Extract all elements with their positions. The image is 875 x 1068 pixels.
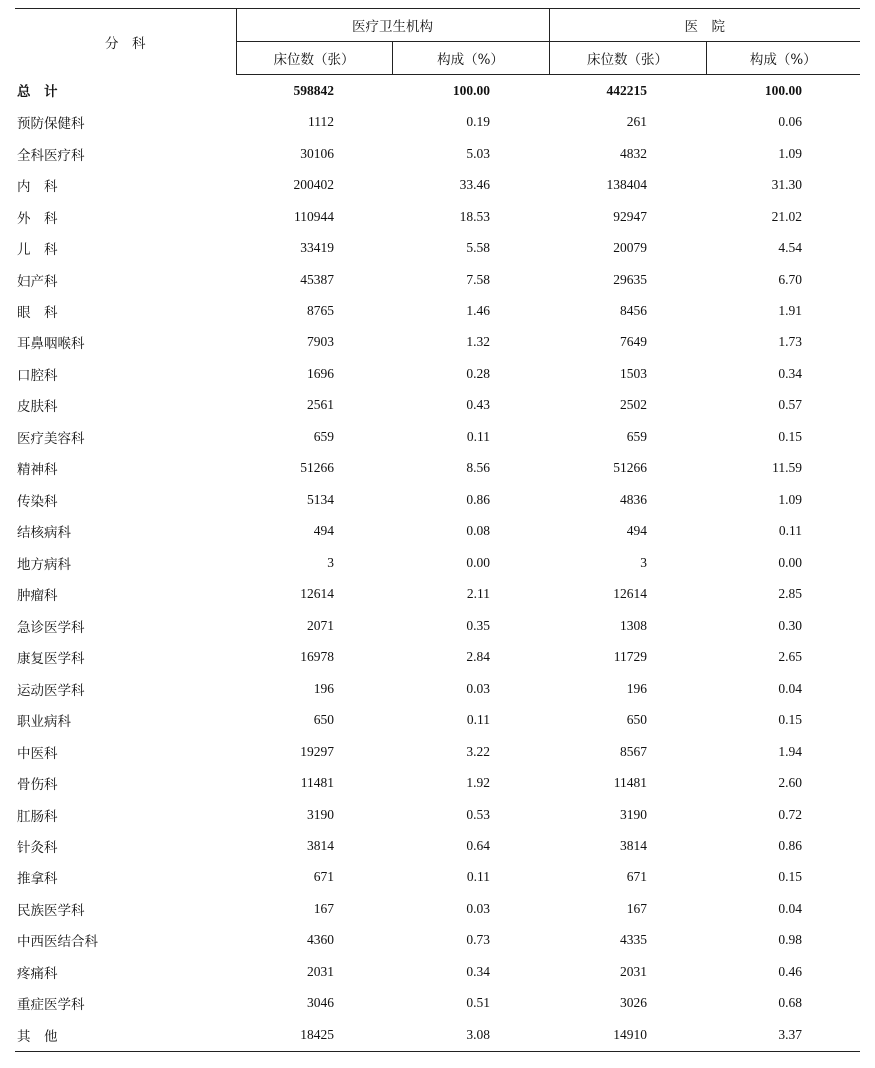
ratio-institutions-cell: 18.53 — [459, 208, 490, 224]
department-name: 医疗美容科 — [17, 430, 85, 447]
ratio-institutions-cell: 2.11 — [466, 586, 490, 602]
ratio-hospitals-cell: 0.30 — [778, 617, 802, 633]
ratio-hospitals-cell: 1.91 — [778, 303, 802, 319]
beds-hospitals-cell: 3 — [640, 554, 647, 570]
beds-hospitals-cell: 12614 — [613, 586, 647, 602]
ratio-hospitals-cell: 21.02 — [771, 208, 802, 224]
beds-institutions-cell: 51266 — [300, 460, 334, 476]
ratio-institutions-cell: 0.28 — [466, 365, 490, 381]
ratio-hospitals-cell: 3.37 — [706, 1019, 860, 1051]
beds-hospitals-cell: 29635 — [613, 271, 647, 287]
ratio-hospitals-cell: 0.11 — [778, 523, 802, 539]
department-name: 康复医学科 — [17, 651, 85, 668]
ratio-hospitals-cell: 0.04 — [778, 900, 802, 916]
department-name: 儿 科 — [17, 242, 58, 259]
ratio-institutions-cell: 0.00 — [466, 554, 490, 570]
department-name: 外 科 — [17, 210, 58, 227]
department-name: 重症医学科 — [17, 997, 85, 1014]
beds-institutions-cell: 8765 — [307, 303, 334, 319]
table-row — [15, 641, 860, 672]
ratio-institutions-cell: 8.56 — [466, 460, 490, 476]
beds-hospitals-cell: 2031 — [620, 963, 647, 979]
ratio-institutions-cell: 0.34 — [466, 963, 490, 979]
beds-hospitals-cell: 442215 — [606, 82, 647, 98]
table-row — [15, 579, 860, 610]
ratio-hospitals-cell: 0.68 — [778, 995, 802, 1011]
beds-hospitals-cell: 8567 — [620, 743, 647, 759]
ratio-institutions-cell: 0.03 — [466, 680, 490, 696]
beds-institutions-cell: 2031 — [307, 963, 334, 979]
ratio-hospitals-cell: 0.04 — [778, 680, 802, 696]
ratio-institutions-cell: 0.51 — [466, 995, 490, 1011]
table-row — [15, 390, 860, 421]
table-row — [15, 264, 860, 295]
beds-institutions-cell: 659 — [313, 428, 334, 444]
beds-institutions-cell: 19297 — [300, 743, 334, 759]
beds-institutions-cell: 650 — [313, 712, 334, 728]
beds-hospitals-cell: 196 — [626, 680, 647, 696]
beds-institutions-cell: 196 — [313, 680, 334, 696]
ratio-institutions-cell: 0.11 — [466, 428, 490, 444]
ratio-hospitals-cell: 4.54 — [778, 240, 802, 256]
department-name: 肿瘤科 — [17, 588, 58, 605]
beds-hospitals-cell: 1503 — [620, 365, 647, 381]
beds-institutions-cell: 2071 — [307, 617, 334, 633]
department-name: 急诊医学科 — [17, 619, 85, 636]
ratio-institutions-cell: 0.43 — [466, 397, 490, 413]
table-row — [15, 358, 860, 389]
table-row — [15, 169, 860, 200]
ratio-institutions-cell: 1.92 — [466, 775, 490, 791]
table-row — [15, 925, 860, 956]
department-name: 疼痛科 — [17, 965, 58, 982]
table-row — [15, 421, 860, 452]
beds-institutions-cell: 30106 — [300, 145, 334, 161]
beds-institutions-cell: 3 — [327, 554, 334, 570]
table-row — [15, 988, 860, 1019]
ratio-institutions-cell: 0.11 — [466, 869, 490, 885]
header-ratio-institutions: 构成（%） — [392, 42, 549, 75]
table-row — [15, 862, 860, 893]
ratio-hospitals-cell: 31.30 — [771, 177, 802, 193]
department-name: 眼 科 — [17, 305, 58, 322]
ratio-hospitals-cell: 0.34 — [778, 365, 802, 381]
beds-hospitals-cell: 3026 — [620, 995, 647, 1011]
ratio-hospitals-cell: 100.00 — [764, 82, 802, 98]
beds-institutions-cell: 2561 — [307, 397, 334, 413]
beds-institutions-cell: 494 — [313, 523, 334, 539]
table-row — [15, 232, 860, 263]
table-row — [15, 893, 860, 924]
beds-hospitals-cell: 494 — [626, 523, 647, 539]
beds-institutions-cell: 7903 — [307, 334, 334, 350]
table-body — [15, 75, 860, 1052]
header-beds-hospitals: 床位数（张） — [549, 42, 706, 75]
ratio-institutions-cell: 0.11 — [466, 712, 490, 728]
ratio-hospitals-cell: 0.15 — [778, 869, 802, 885]
beds-hospitals-cell: 1308 — [620, 617, 647, 633]
department-name: 传染科 — [17, 493, 58, 510]
ratio-institutions-cell: 2.84 — [466, 649, 490, 665]
beds-hospitals-cell: 20079 — [613, 240, 647, 256]
header-group-health-institutions: 医疗卫生机构 — [236, 9, 549, 42]
table-row — [15, 767, 860, 798]
ratio-institutions-cell: 0.19 — [466, 114, 490, 130]
ratio-hospitals-cell: 0.00 — [778, 554, 802, 570]
ratio-institutions-cell: 0.73 — [466, 932, 490, 948]
department-name: 中医科 — [17, 745, 58, 762]
beds-hospitals-cell: 671 — [626, 869, 647, 885]
beds-institutions-cell: 5134 — [307, 491, 334, 507]
beds-hospitals-cell: 3190 — [620, 806, 647, 822]
ratio-hospitals-cell: 2.60 — [778, 775, 802, 791]
header-ratio-hospitals: 构成（%） — [706, 42, 860, 75]
ratio-hospitals-cell: 0.98 — [778, 932, 802, 948]
ratio-institutions-cell: 1.32 — [466, 334, 490, 350]
department-name: 地方病科 — [17, 556, 71, 573]
department-name: 精神科 — [17, 462, 58, 479]
beds-hospitals-cell: 7649 — [620, 334, 647, 350]
ratio-institutions-cell: 7.58 — [466, 271, 490, 287]
ratio-hospitals-cell: 2.65 — [778, 649, 802, 665]
department-name: 耳鼻咽喉科 — [17, 336, 85, 353]
header-row-groups — [15, 9, 860, 42]
ratio-hospitals-cell: 2.85 — [778, 586, 802, 602]
header-department: 分 科 — [15, 9, 236, 75]
table-row — [15, 1019, 860, 1051]
beds-institutions-cell: 45387 — [300, 271, 334, 287]
beds-institutions-cell: 3814 — [307, 837, 334, 853]
ratio-hospitals-cell: 1.73 — [778, 334, 802, 350]
table-row — [15, 547, 860, 578]
table-row — [15, 201, 860, 232]
header-group-hospitals: 医 院 — [549, 9, 860, 42]
beds-institutions-cell: 33419 — [300, 240, 334, 256]
table-row — [15, 138, 860, 169]
beds-institutions-cell: 3190 — [307, 806, 334, 822]
department-name: 中西医结合科 — [17, 934, 98, 951]
department-name: 骨伤科 — [17, 777, 58, 794]
table-header — [15, 9, 860, 75]
beds-hospitals-cell: 650 — [626, 712, 647, 728]
table-row — [15, 830, 860, 861]
beds-hospitals-cell: 659 — [626, 428, 647, 444]
beds-institutions-cell: 1112 — [308, 114, 334, 130]
table-row — [15, 295, 860, 326]
ratio-hospitals-cell: 1.94 — [778, 743, 802, 759]
beds-by-department-table — [15, 8, 860, 1052]
beds-institutions-cell: 167 — [313, 900, 334, 916]
beds-hospitals-cell: 51266 — [613, 460, 647, 476]
ratio-hospitals-cell: 1.09 — [778, 491, 802, 507]
beds-hospitals-cell: 138404 — [606, 177, 647, 193]
ratio-institutions-cell: 100.00 — [452, 82, 490, 98]
ratio-institutions-cell: 3.22 — [466, 743, 490, 759]
department-name: 针灸科 — [17, 839, 58, 856]
beds-hospitals-cell: 92947 — [613, 208, 647, 224]
ratio-institutions-cell: 1.46 — [466, 303, 490, 319]
ratio-institutions-cell: 5.58 — [466, 240, 490, 256]
beds-hospitals-cell: 11729 — [613, 649, 647, 665]
ratio-institutions-cell: 5.03 — [466, 145, 490, 161]
beds-institutions-cell: 18425 — [236, 1019, 392, 1051]
ratio-hospitals-cell: 6.70 — [778, 271, 802, 287]
department-name: 推拿科 — [17, 871, 58, 888]
department-name: 口腔科 — [17, 367, 58, 384]
beds-institutions-cell: 16978 — [300, 649, 334, 665]
table-row — [15, 453, 860, 484]
total-row — [15, 75, 860, 107]
table-row — [15, 484, 860, 515]
department-name: 全科医疗科 — [17, 147, 85, 164]
ratio-institutions-cell: 0.35 — [466, 617, 490, 633]
department-name: 运动医学科 — [17, 682, 85, 699]
department-name: 妇产科 — [17, 273, 58, 290]
ratio-hospitals-cell: 11.59 — [772, 460, 802, 476]
ratio-hospitals-cell: 0.15 — [778, 428, 802, 444]
ratio-hospitals-cell: 1.09 — [778, 145, 802, 161]
beds-hospitals-cell: 167 — [626, 900, 647, 916]
ratio-institutions-cell: 33.46 — [459, 177, 490, 193]
header-beds-institutions: 床位数（张） — [236, 42, 392, 75]
ratio-institutions-cell: 0.03 — [466, 900, 490, 916]
department-name: 皮肤科 — [17, 399, 58, 416]
beds-institutions-cell: 110944 — [294, 208, 334, 224]
department-name: 总 计 — [17, 84, 58, 101]
beds-hospitals-cell: 14910 — [549, 1019, 706, 1051]
table-row — [15, 736, 860, 767]
department-name: 职业病科 — [17, 714, 71, 731]
table-row — [15, 704, 860, 735]
ratio-hospitals-cell: 0.57 — [778, 397, 802, 413]
beds-hospitals-cell: 261 — [626, 114, 647, 130]
ratio-hospitals-cell: 0.86 — [778, 837, 802, 853]
department-name: 民族医学科 — [17, 902, 85, 919]
ratio-hospitals-cell: 0.06 — [778, 114, 802, 130]
ratio-institutions-cell: 0.86 — [466, 491, 490, 507]
beds-institutions-cell: 200402 — [293, 177, 334, 193]
ratio-institutions-cell: 3.08 — [392, 1019, 549, 1051]
beds-institutions-cell: 3046 — [307, 995, 334, 1011]
department-name: 预防保健科 — [17, 116, 85, 133]
beds-institutions-cell: 12614 — [300, 586, 334, 602]
beds-hospitals-cell: 11481 — [613, 775, 647, 791]
beds-institutions-cell: 1696 — [307, 365, 334, 381]
department-name: 其 他 — [15, 1019, 236, 1051]
ratio-hospitals-cell: 0.72 — [778, 806, 802, 822]
table-row — [15, 106, 860, 137]
beds-hospitals-cell: 3814 — [620, 837, 647, 853]
beds-hospitals-cell: 2502 — [620, 397, 647, 413]
beds-institutions-cell: 11481 — [300, 775, 334, 791]
ratio-hospitals-cell: 0.15 — [778, 712, 802, 728]
beds-hospitals-cell: 4335 — [620, 932, 647, 948]
table-row — [15, 799, 860, 830]
table-row — [15, 610, 860, 641]
table-row — [15, 516, 860, 547]
ratio-hospitals-cell: 0.46 — [778, 963, 802, 979]
beds-institutions-cell: 598842 — [293, 82, 334, 98]
beds-institutions-cell: 671 — [313, 869, 334, 885]
ratio-institutions-cell: 0.08 — [466, 523, 490, 539]
beds-hospitals-cell: 4832 — [620, 145, 647, 161]
table-row — [15, 327, 860, 358]
beds-hospitals-cell: 4836 — [620, 491, 647, 507]
table-row — [15, 956, 860, 987]
department-name: 肛肠科 — [17, 808, 58, 825]
beds-institutions-cell: 4360 — [307, 932, 334, 948]
ratio-institutions-cell: 0.64 — [466, 837, 490, 853]
beds-hospitals-cell: 8456 — [620, 303, 647, 319]
ratio-institutions-cell: 0.53 — [466, 806, 490, 822]
table-row — [15, 673, 860, 704]
department-name: 结核病科 — [17, 525, 71, 542]
department-name: 内 科 — [17, 179, 58, 196]
